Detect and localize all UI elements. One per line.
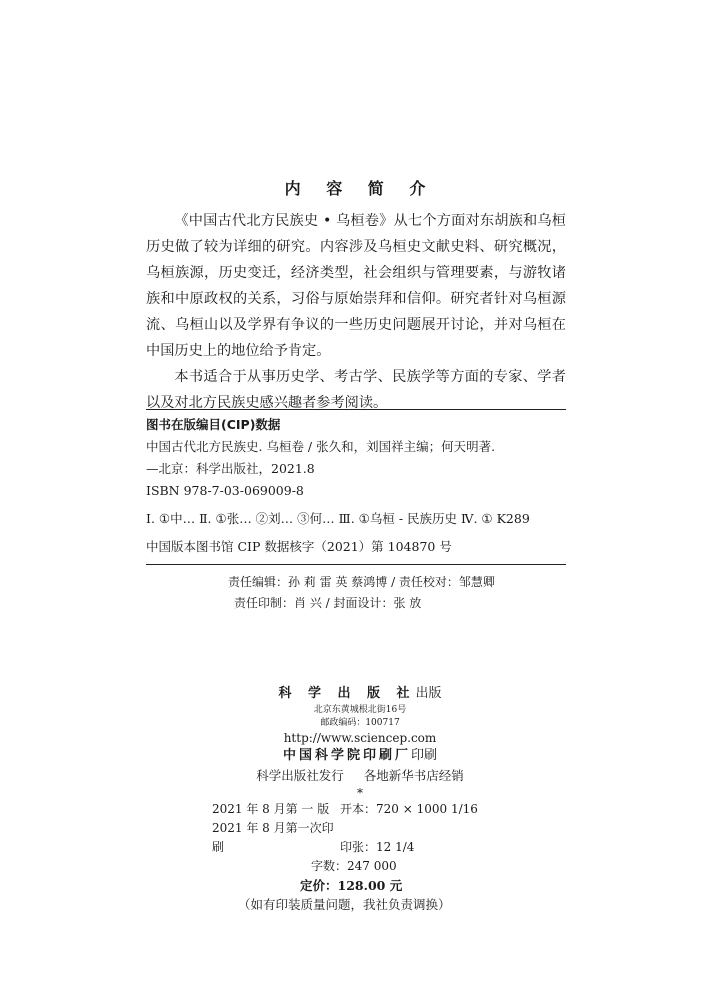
edition: 2021 年 8 月第 一 版: [212, 802, 330, 816]
editors-block: [146, 572, 566, 614]
summary-paragraph: 《中国古代北方民族史 • 乌桓卷》从七个方面对东胡族和乌桓历史做了较为详细的研究。内容涉及乌桓史文献史料、研究概况，乌桓族源，历史变迁，经济类型，社会组织与管理要素，与游牧诸族和中原政权的关系，习俗与原始崇拜和信仰。研究者针对乌桓源流、乌桓山以及学界有争议的一些历史问题展开讨论，并对乌桓在中国历史上的地位给予肯定。: [146, 213, 566, 359]
cip-classification: Ⅰ. ①中… Ⅱ. ①张… ②刘… ③何… Ⅲ. ①乌桓 - 民族历史 Ⅳ. ① K289: [146, 511, 530, 526]
responsible-printing: 责任印制：肖 兴 / 封面设计：张 放: [234, 596, 422, 610]
format: 开本：720 × 1000 1/16: [340, 802, 478, 816]
page-title: 内 容 简 介: [284, 179, 436, 198]
quality-note: （如有印装质量问题，我社负责调换）: [238, 897, 451, 912]
separator-star: *: [357, 786, 363, 800]
content-summary: [146, 208, 566, 416]
publisher-postcode: 邮政编码：100717: [320, 718, 400, 728]
printer-name: 中国科学院印刷厂: [282, 748, 411, 763]
cip-title-line: 中国古代北方民族史. 乌桓卷 / 张久和，刘国祥主编；何天明著.: [146, 439, 496, 454]
printer-suffix: 印刷: [411, 748, 438, 763]
summary-paragraph: 本书适合于从事历史学、考古学、民族学等方面的专家、学者以及对北方民族史感兴趣者参考阅读。: [146, 369, 566, 411]
cip-isbn: ISBN 978-7-03-069009-8: [146, 483, 304, 498]
publisher-block: [0, 684, 720, 800]
specs-block: [212, 800, 512, 914]
cip-verification: 中国版本图书馆 CIP 数据核字（2021）第 104870 号: [146, 539, 452, 554]
publisher-suffix: 出版: [415, 686, 442, 701]
sheets: 印张：12 1/4: [340, 840, 415, 854]
seller: 各地新华书店经销: [363, 768, 464, 783]
publisher-url: http://www.sciencep.com: [283, 731, 437, 745]
cip-block: [146, 409, 566, 565]
publisher-name: 科 学 出 版 社: [278, 686, 416, 701]
issuer: 科学出版社发行: [256, 768, 344, 783]
responsible-editors: 责任编辑：孙 莉 雷 英 蔡鸿博 / 责任校对：邹慧卿: [228, 575, 495, 589]
publisher-address: 北京东黄城根北街16号: [313, 705, 407, 715]
printing: 2021 年 8 月第一次印刷: [212, 821, 334, 854]
word-count: 字数：247 000: [311, 859, 397, 873]
cip-header: 图书在版编目(CIP)数据: [146, 417, 281, 432]
cip-publisher-line: —北京：科学出版社，2021.8: [146, 461, 315, 476]
price: 定价：128.00 元: [300, 878, 403, 893]
